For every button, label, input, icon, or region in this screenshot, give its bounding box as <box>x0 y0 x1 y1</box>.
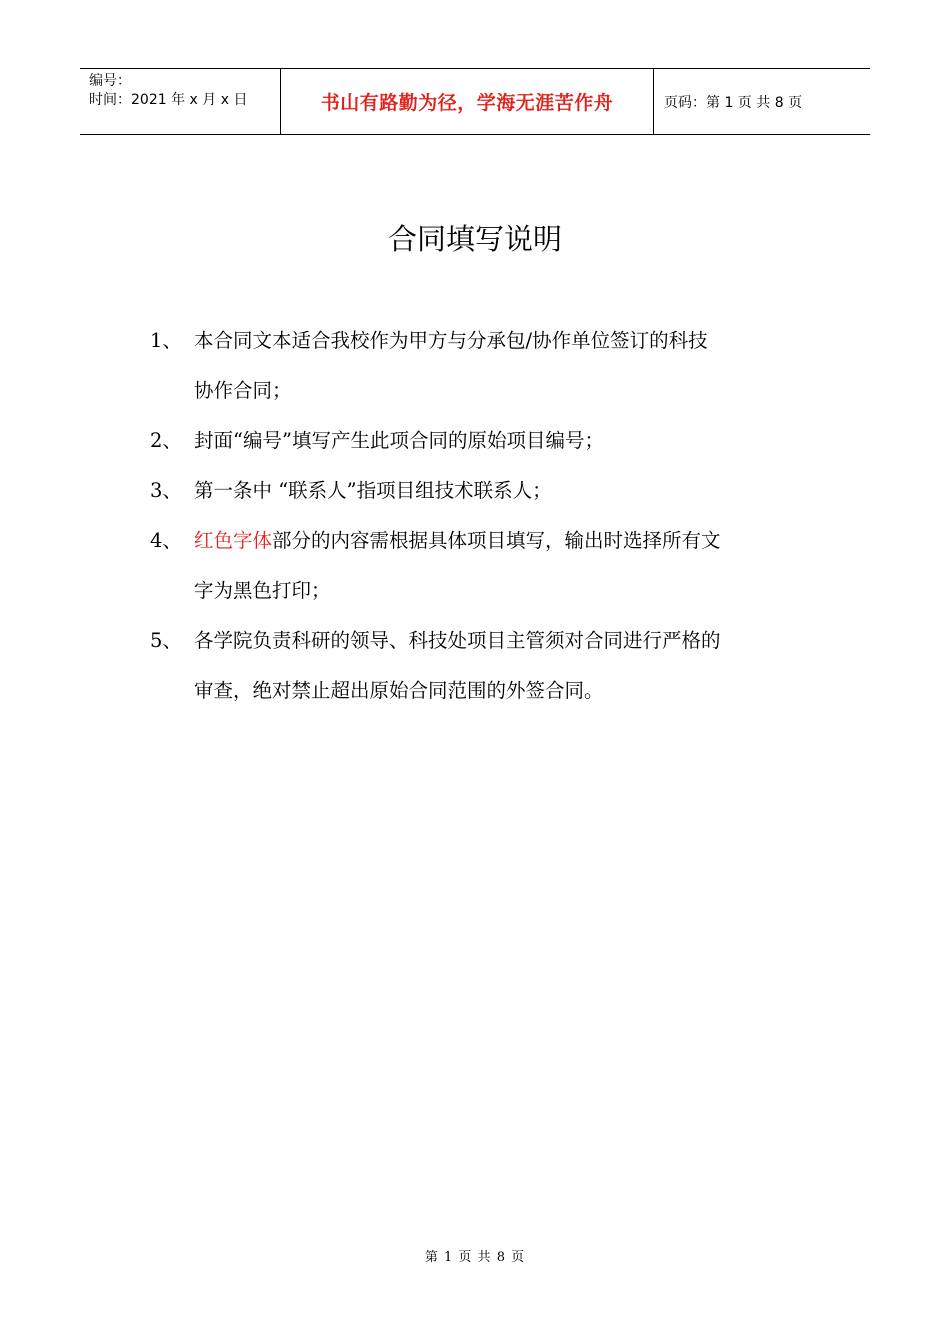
document-number-label: 编号： <box>89 73 131 89</box>
list-item-line: 部分的内容需根据具体项目填写，输出时选择所有文 <box>272 529 721 552</box>
red-font-phrase: 红色字体 <box>194 529 273 552</box>
page-header <box>80 68 870 135</box>
list-item-line: 第一条中 “联系人”指项目组技术联系人； <box>194 479 552 502</box>
list-item-line: 字为黑色打印； <box>194 579 331 602</box>
list-item <box>150 516 810 616</box>
list-item-line: 封面“编号”填写产生此项合同的原始项目编号； <box>194 429 604 452</box>
document-date: 时间：2021 年 x 月 x 日 <box>89 92 248 108</box>
instruction-list <box>150 316 810 716</box>
list-item-text <box>194 466 810 516</box>
list-item-text <box>194 316 810 416</box>
header-motto: 书山有路勤为径，学海无涯苦作舟 <box>281 69 654 134</box>
list-item <box>150 616 810 716</box>
list-item-line: 审查，绝对禁止超出原始合同范围的外签合同。 <box>194 679 604 702</box>
header-page-info: 页码：第 1 页 共 8 页 <box>664 94 803 111</box>
list-item-number: 5、 <box>150 629 182 652</box>
list-item-number: 2、 <box>150 429 182 452</box>
list-item-text <box>194 416 810 466</box>
list-item-line: 协作合同； <box>194 379 292 402</box>
page-title: 合同填写说明 <box>387 222 562 256</box>
list-item <box>150 316 810 416</box>
list-item <box>150 466 810 516</box>
list-item-number: 1、 <box>150 329 182 352</box>
list-item-text <box>194 516 810 616</box>
list-item-number: 3、 <box>150 479 182 502</box>
page-footer: 第 1 页 共 8 页 <box>424 1250 526 1265</box>
list-item-line: 本合同文本适合我校作为甲方与分承包/协作单位签订的科技 <box>194 329 708 352</box>
list-item <box>150 416 810 466</box>
list-item-text <box>194 616 810 716</box>
header-meta <box>80 69 281 134</box>
list-item-number: 4、 <box>150 529 182 552</box>
list-item-line: 各学院负责科研的领导、科技处项目主管须对合同进行严格的 <box>194 629 721 652</box>
